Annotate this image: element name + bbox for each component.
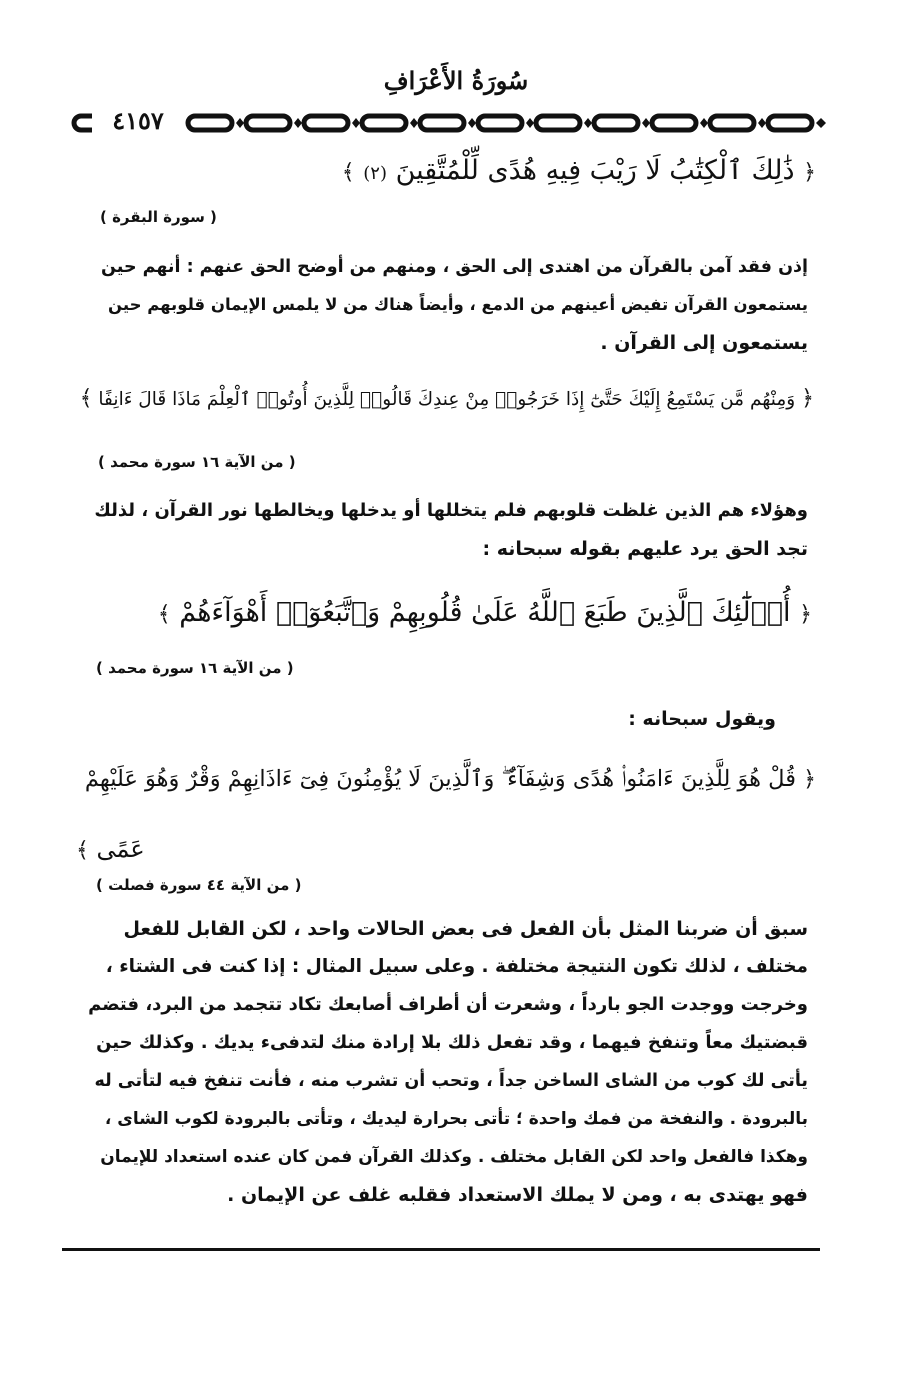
verse-reference-1: ( سورة البقرة ) [100,208,217,226]
ayah-number-mark: (٢) [363,163,387,184]
verse-open-bracket: ﴿ [803,160,816,185]
footer-rule [62,1248,820,1251]
verse-text: وَمِنْهُم مَّن يَسْتَمِعُ إِلَيْكَ حَتَّىٰٓ إِذَا خَرَجُوا۟ مِنْ عِندِكَ قَالُوا۟ لِلَّذِينَ أُوتُوا۟ ٱلْعِلْمَ مَاذَا قَالَ ءَانِفًا [98,389,796,410]
verse-reference-3: ( من الآية ١٦ سورة محمد ) [96,659,294,677]
verse-text: ذَٰلِكَ ٱلْكِتَٰبُ لَا رَيْبَ فِيهِ هُدًى لِّلْمُتَّقِينَ [395,155,795,186]
paragraph-line: قبضتيك معاً وتنفخ فيهما ، وقد تفعل ذلك بلا إرادة منك لتدفىء يديك . وكذلك حين [96,1032,808,1053]
ornament-divider [70,108,830,138]
verse-reference-4: ( من الآية ٤٤ سورة فصلت ) [96,876,302,894]
quran-verse-1 [342,140,816,205]
paragraph-line: يستمعون إلى القرآن . [600,332,808,354]
paragraph-4 [88,910,808,1214]
paragraph-line: ويقول سبحانه : [628,708,776,730]
verse-open-bracket: ﴿ [799,602,812,627]
paragraph-line: سبق أن ضربنا المثل بأن الفعل فى بعض الحالات واحد ، لكن القابل للفعل [123,918,808,940]
paragraph-line: بالبرودة . والنفخة من فمك واحدة ؛ تأتى بحرارة ليديك ، وتأتى بالبرودة لكوب الشاى ، [104,1109,808,1129]
quran-verse-4 [85,748,816,811]
verse-close-bracket: ﴾ [79,386,93,411]
quran-verse-2 [80,368,814,431]
paragraph-line: يستمعون القرآن تفيض أعينهم من الدمع ، وأيضاً هناك من لا يلمس الإيمان قلوبهم حين [107,295,808,314]
paragraph-2 [88,492,808,568]
verse-close-bracket: ﴾ [341,160,355,185]
verse-open-bracket: ﴿ [803,767,816,792]
paragraph-line: إذن فقد آمن بالقرآن من اهتدى إلى الحق ، ومنهم من أوضح الحق عنهم : أنهم حين [101,257,808,277]
quran-verse-4-continuation [76,818,816,882]
paragraph-line: يأتى لك كوب من الشاى الساخن جداً ، وتحب أن تشرب منه ، فأنت تنفخ فيه لتأتى له [94,1071,808,1091]
verse-close-bracket: ﴾ [157,602,171,627]
paragraph-line: تجد الحق يرد عليهم بقوله سبحانه : [482,538,808,560]
sura-title: سُورَةُ الأَعْرَافِ [383,66,529,95]
verse-open-bracket: ﴿ [801,386,814,411]
paragraph-line: مختلف ، لذلك تكون النتيجة مختلفة . وعلى سبيل المثال : إذا كنت فى الشتاء ، [105,956,808,977]
quran-verse-3 [158,582,812,646]
paragraph-line: وهؤلاء هم الذين غلظت قلوبهم فلم يتخللها أو يدخلها ويخالطها نور القرآن ، لذلك [94,500,808,521]
verse-close-bracket: ﴾ [76,838,89,863]
paragraph-line: فهو يهتدى به ، ومن لا يملك الاستعداد فقلبه غلف عن الإيمان . [227,1184,808,1206]
verse-text: قُلْ هُوَ لِلَّذِينَ ءَامَنُوا۟ هُدًى وَشِفَآءٌ ۖ وَٱلَّذِينَ لَا يُؤْمِنُونَ فِىٓ ءَاذَانِهِمْ وَقْرٌ وَهُوَ عَلَيْهِمْ [84,766,796,792]
paragraph-1 [88,248,808,362]
paragraph-3 [376,700,776,738]
verse-text: عَمًى [96,835,145,863]
paragraph-line: وخرجت ووجدت الجو بارداً ، وشعرت أن أطراف أصابعك تكاد تتجمد من البرد، فتضم [88,994,808,1015]
page-number: ٤١٥٧ [92,104,184,138]
verse-text: أُو۟لَٰٓئِكَ ٱلَّذِينَ طَبَعَ ٱللَّهُ عَلَىٰ قُلُوبِهِمْ وَٱتَّبَعُوٓا۟ أَهْوَآءَهُمْ [179,597,791,628]
verse-reference-2: ( من الآية ١٦ سورة محمد ) [98,453,296,471]
paragraph-line: وهكذا فالفعل واحد لكن القابل مختلف . وكذلك القرآن فمن كان عنده استعداد للإيمان [100,1147,808,1167]
